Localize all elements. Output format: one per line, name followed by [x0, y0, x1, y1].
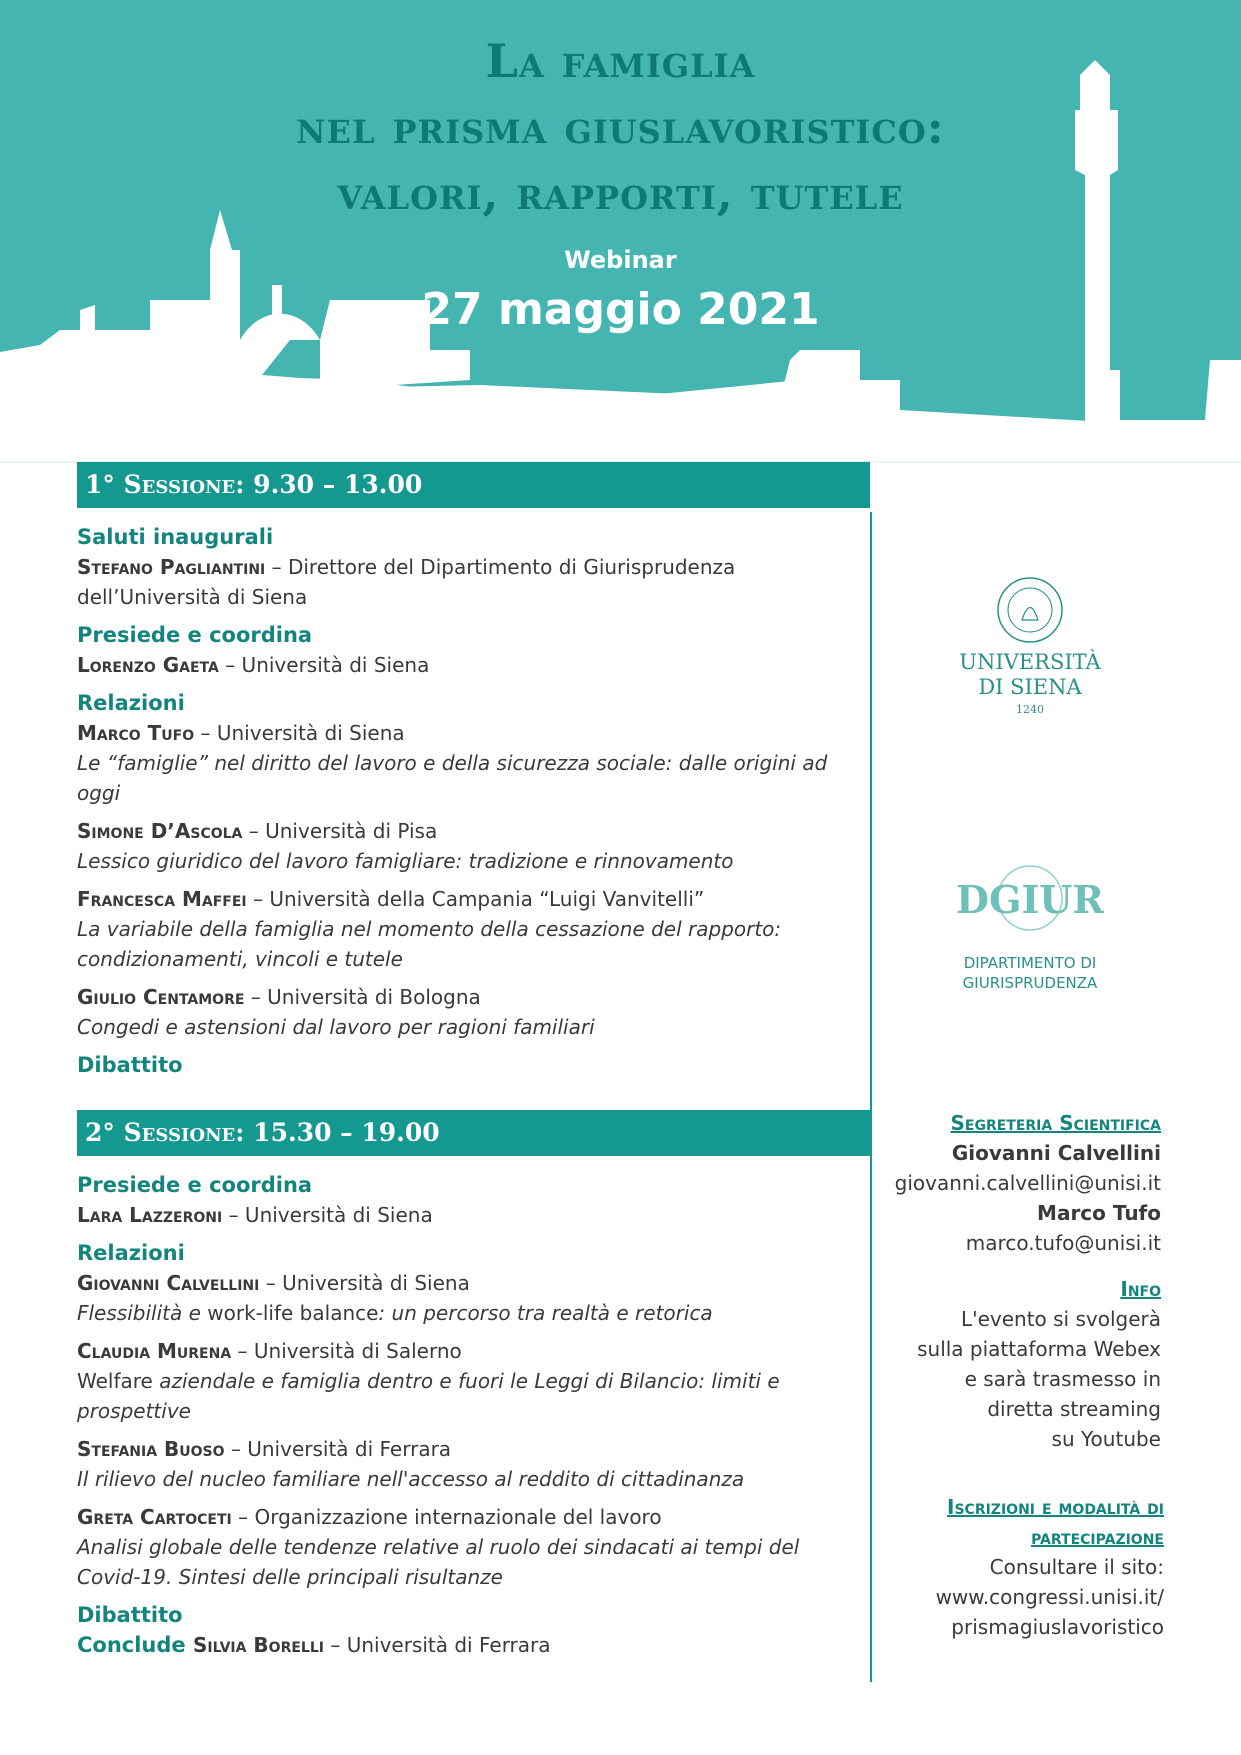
speaker-name: Stefano Pagliantini [77, 555, 266, 579]
chair-speaker [77, 650, 857, 680]
talk-item [77, 718, 857, 748]
secretariat-heading: Segreteria Scientifica [950, 1111, 1161, 1135]
speaker-name: Giovanni Calvellini [77, 1271, 260, 1295]
unisi-name-line2: DI SIENA [978, 675, 1082, 699]
speaker-affiliation: – Università di Siena [222, 1203, 433, 1227]
reports-label: Relazioni [77, 1241, 185, 1265]
speaker-name: Lara Lazzeroni [77, 1203, 223, 1227]
speaker-name: Giulio Centamore [77, 985, 245, 1009]
registration-line: Consultare il sito: [989, 1555, 1164, 1579]
talk-title-part: work-life balance [207, 1301, 379, 1325]
unisi-name-line1: UNIVERSITÀ [959, 650, 1101, 674]
chair-speaker [77, 1200, 857, 1230]
conclusion [77, 1630, 857, 1660]
contact-name: Giovanni Calvellini [951, 1141, 1161, 1165]
registration-heading-line2: partecipazione [1031, 1525, 1164, 1549]
speaker-name: Greta Cartoceti [77, 1505, 232, 1529]
talk-title: La variabile della famiglia nel momento della cessazione del rapporto: condizionamenti, vincoli e tutele [77, 917, 782, 971]
speaker-name: Simone D’Ascola [77, 819, 243, 843]
contact-email[interactable]: giovanni.calvellini@unisi.it [894, 1171, 1161, 1195]
session-1-header: 1° Sessione: 9.30 – 13.00 [77, 462, 870, 508]
title-line-2: nel prisma giuslavoristico: [296, 100, 945, 154]
debate-label: Dibattito [77, 1603, 183, 1627]
event-date: 27 maggio 2021 [421, 284, 820, 335]
talk-title: Lessico giuridico del lavoro famigliare: tradizione e rinnovamento [77, 849, 734, 873]
dgiur-line1: DIPARTIMENTO DI [963, 954, 1097, 972]
unisi-seal-icon [950, 575, 1110, 725]
conclude-label: Conclude [77, 1633, 193, 1657]
talk-item [77, 1336, 857, 1366]
info-line: sulla piattaforma Webex [917, 1337, 1161, 1361]
reports-label: Relazioni [77, 691, 185, 715]
debate-label: Dibattito [77, 1053, 183, 1077]
talk-item [77, 1434, 857, 1464]
chair-label: Presiede e coordina [77, 1173, 313, 1197]
speaker-name: Claudia Murena [77, 1339, 232, 1363]
info-line: e sarà trasmesso in [964, 1367, 1161, 1391]
speaker-name: Francesca Maffei [77, 887, 247, 911]
talk-item [77, 1502, 857, 1532]
speaker-affiliation: – Università di Bologna [244, 985, 481, 1009]
session-1-program [77, 522, 857, 1080]
unisi-logo [950, 575, 1110, 725]
title-line-3: valori, rapporti, tutele [337, 166, 904, 220]
talk-title [77, 1366, 857, 1426]
talk-title-part: : un percorso tra realtà e retorica [378, 1301, 713, 1325]
header-banner [0, 0, 1241, 470]
talk-title-part: Flessibilità e [77, 1301, 208, 1325]
dgiur-acronym: DGIUR [956, 877, 1104, 922]
speaker-name: Marco Tufo [77, 721, 195, 745]
speaker-affiliation: – Università di Salerno [231, 1339, 462, 1363]
registration-link[interactable]: www.congressi.unisi.it/ [935, 1585, 1164, 1609]
registration-block [824, 1492, 1164, 1642]
talk-title: Analisi globale delle tendenze relative al ruolo dei sindacati ai tempi del Covid-19. Sintesi delle principali risultanze [77, 1535, 800, 1589]
speaker-affiliation: – Università di Siena [218, 653, 430, 677]
speaker-name: Lorenzo Gaeta [77, 653, 219, 677]
session-2-header: 2° Sessione: 15.30 – 19.00 [77, 1110, 870, 1156]
opening-speaker [77, 552, 857, 612]
opening-label: Saluti inaugurali [77, 525, 274, 549]
speaker-affiliation: – Università di Ferrara [224, 1437, 452, 1461]
contact-name: Marco Tufo [1037, 1201, 1161, 1225]
registration-heading-line1: Iscrizioni e modalità di [947, 1495, 1164, 1519]
registration-link[interactable]: prismagiuslavoristico [951, 1615, 1164, 1639]
dgiur-seal-icon [950, 858, 1110, 998]
title-line-1: La famiglia [485, 34, 756, 88]
talk-item [77, 816, 857, 846]
info-line: su Youtube [1051, 1427, 1161, 1451]
talk-item [77, 884, 857, 914]
dgiur-logo [950, 858, 1110, 998]
speaker-affiliation: – Università di Ferrara [323, 1633, 551, 1657]
speaker-affiliation: – Università di Pisa [242, 819, 438, 843]
chair-label: Presiede e coordina [77, 623, 313, 647]
speaker-role: – Direttore del Dipartimento di Giurisprudenza dell’Università di Siena [77, 555, 736, 609]
talk-title [77, 1298, 857, 1328]
speaker-affiliation: – Università della Campania “Luigi Vanvitelli” [246, 887, 705, 911]
talk-title: Congedi e astensioni dal lavoro per ragioni familiari [77, 1015, 595, 1039]
speaker-affiliation: – Organizzazione internazionale del lavoro [231, 1505, 662, 1529]
info-block [861, 1274, 1161, 1454]
event-title [0, 28, 1241, 226]
talk-item [77, 982, 857, 1012]
info-line: diretta streaming [987, 1397, 1161, 1421]
talk-title-part: Welfare [77, 1369, 160, 1393]
event-format: Webinar [564, 246, 677, 274]
speaker-name: Stefania Buoso [77, 1437, 225, 1461]
talk-title: Il rilievo del nucleo familiare nell'accesso al reddito di cittadinanza [77, 1467, 745, 1491]
info-line: L'evento si svolgerà [960, 1307, 1161, 1331]
session-2-program [77, 1170, 857, 1660]
dgiur-line2: GIURISPRUDENZA [962, 974, 1098, 992]
speaker-affiliation: – Università di Siena [259, 1271, 470, 1295]
contact-email[interactable]: marco.tufo@unisi.it [965, 1231, 1161, 1255]
info-heading: Info [1120, 1277, 1161, 1301]
secretariat-block [861, 1108, 1161, 1258]
talk-title-part: aziendale e famiglia dentro e fuori le Leggi di Bilancio: limiti e prospettive [77, 1369, 780, 1423]
speaker-affiliation: – Università di Siena [194, 721, 405, 745]
speaker-name: Silvia Borelli [192, 1633, 324, 1657]
unisi-year: 1240 [1016, 703, 1044, 716]
talk-item [77, 1268, 857, 1298]
talk-title: Le “famiglie” nel diritto del lavoro e della sicurezza sociale: dalle origini ad oggi [77, 751, 828, 805]
